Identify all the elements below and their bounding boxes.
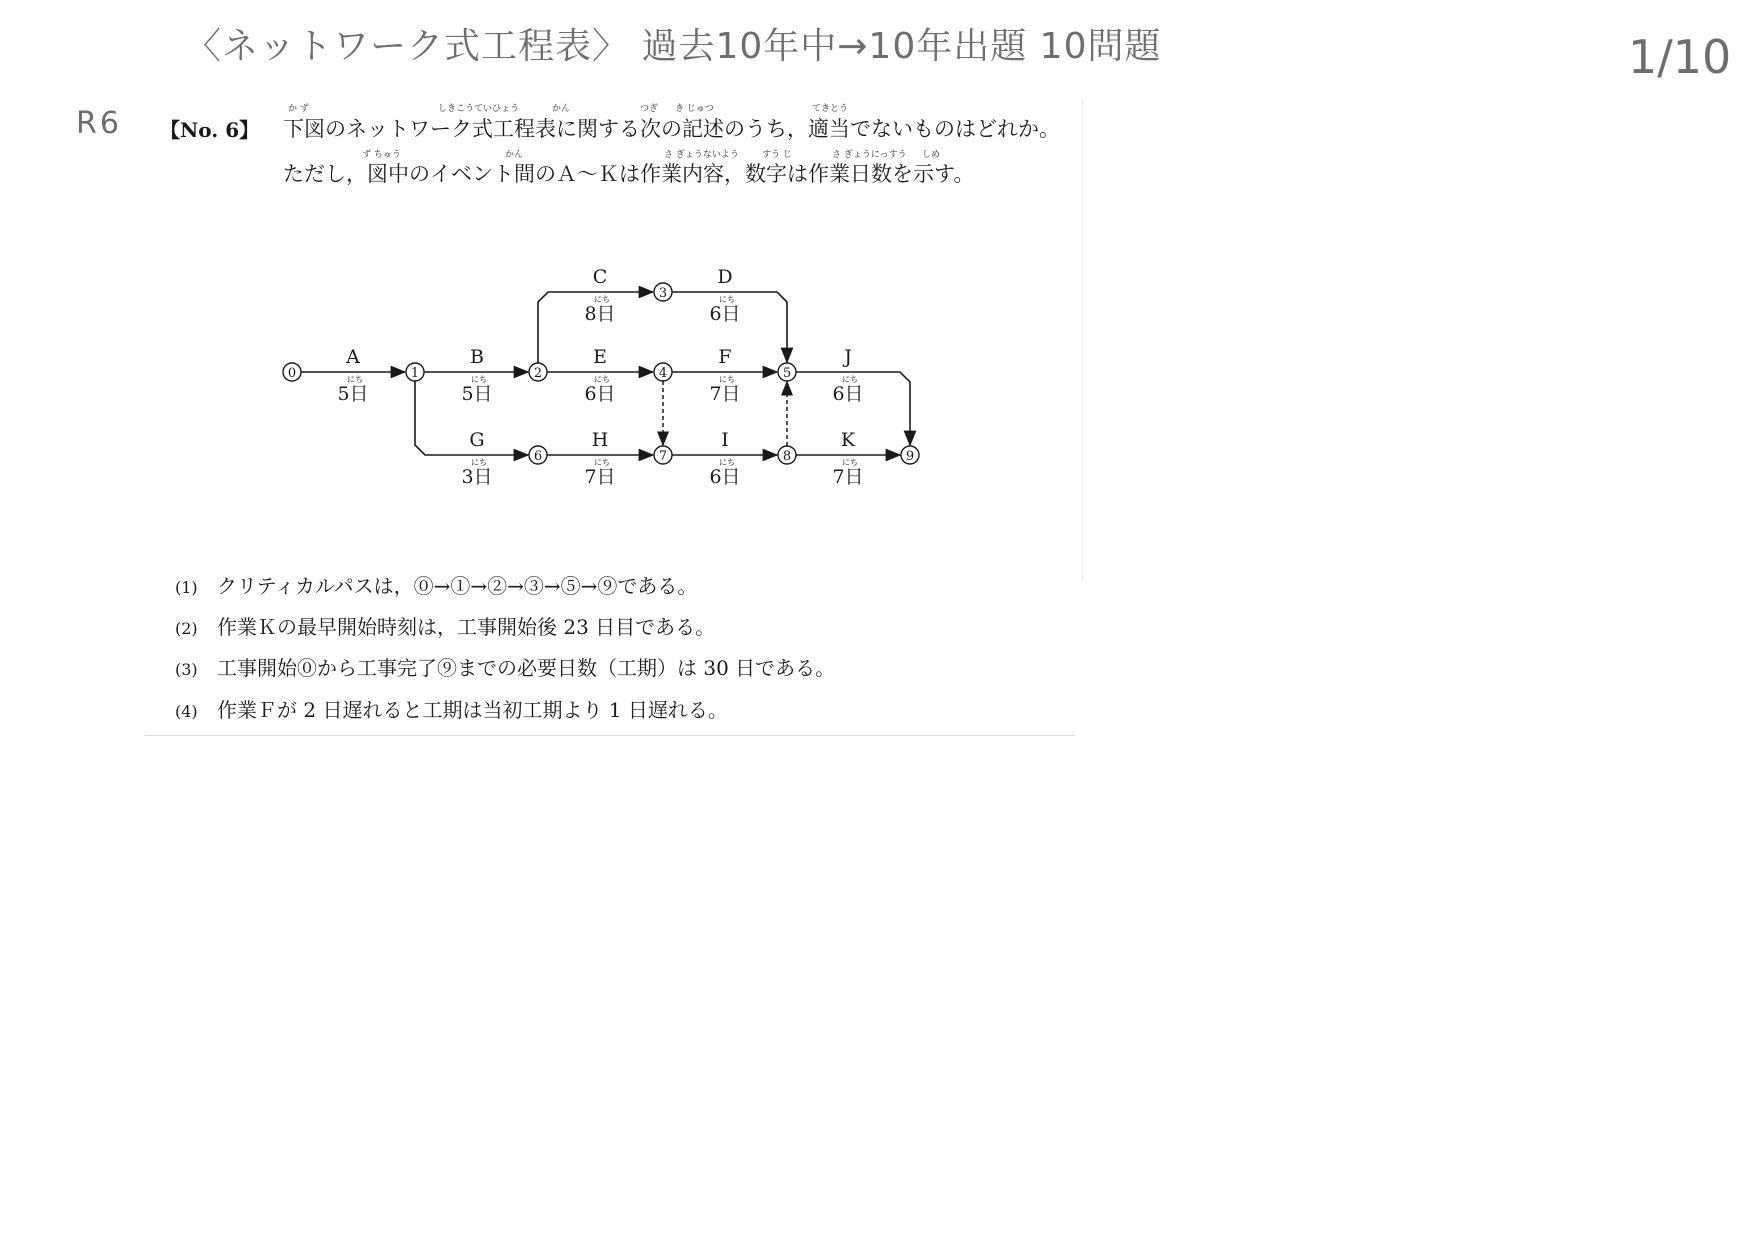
activity-days-G: 3日 [461, 466, 493, 488]
activity-label-B: B [470, 346, 484, 368]
scan-edge-line [1082, 100, 1083, 580]
activity-label-J: J [844, 346, 852, 368]
activity-days-B: 5日 [461, 383, 493, 405]
choice-number: (1) [175, 578, 198, 597]
day-furigana: にち [842, 458, 858, 467]
activity-label-H: H [591, 429, 609, 451]
scan-edge-line [145, 735, 1075, 736]
choice-text: 作業Ｋの最早開始時刻は，工事開始後 23 日目である。 [217, 615, 716, 639]
activity-days-A: 5日 [337, 383, 369, 405]
event-node-label-5: 5 [782, 366, 792, 381]
choice-1 [175, 570, 697, 599]
activity-label-A: A [346, 346, 360, 368]
choice-4 [175, 694, 728, 723]
day-furigana: にち [719, 375, 735, 384]
activity-label-D: D [717, 266, 733, 288]
activity-label-K: K [840, 429, 856, 451]
day-furigana: にち [347, 375, 363, 384]
furigana: さ ぎょうにっすう [832, 150, 907, 160]
choice-text: 工事開始⓪から工事完了⑨までの必要日数（工期）は 30 日である。 [217, 656, 836, 680]
activity-days-E: 6日 [584, 383, 616, 405]
event-node-label-3: 3 [658, 286, 668, 301]
event-node-label-0: 0 [287, 366, 297, 381]
choice-text: 作業Ｆが 2 日遅れると工期は当初工期より 1 日遅れる。 [217, 698, 728, 722]
furigana: ず ちゅう [362, 150, 401, 160]
activity-label-G: G [469, 429, 485, 451]
activity-label-F: F [718, 346, 732, 368]
day-furigana: にち [471, 375, 487, 384]
choice-number: (4) [175, 702, 198, 721]
activity-label-C: C [592, 266, 608, 288]
event-node-label-7: 7 [658, 449, 668, 464]
activity-days-H: 7日 [584, 466, 616, 488]
handwritten-year: R6 [76, 106, 122, 141]
event-node-label-9: 9 [905, 449, 915, 464]
furigana: き じゅつ [675, 104, 714, 114]
event-node-label-1: 1 [410, 366, 420, 381]
choice-2 [175, 611, 715, 640]
network-diagram [270, 255, 950, 505]
activity-days-I: 6日 [709, 466, 741, 488]
activity-days-C: 8日 [584, 303, 616, 325]
event-node-label-8: 8 [782, 449, 792, 464]
furigana: かん [552, 104, 571, 114]
handwritten-page-number: 1/10 [1628, 30, 1732, 84]
day-furigana: にち [471, 458, 487, 467]
activity-days-D: 6日 [709, 303, 741, 325]
question-text-line2: ただし，図中のイベント間のＡ～Ｋは作業内容，数字は作業日数を示す。 [283, 162, 975, 186]
day-furigana: にち [594, 375, 610, 384]
activity-days-F: 7日 [709, 383, 741, 405]
day-furigana: にち [719, 458, 735, 467]
handwritten-title: 〈ネットワーク式工程表〉 過去10年中→10年出題 10問題 [185, 26, 1162, 67]
furigana: しきこうていひょう [438, 104, 520, 114]
day-furigana: にち [719, 295, 735, 304]
choice-number: (2) [175, 619, 198, 638]
activity-days-J: 6日 [832, 383, 864, 405]
day-furigana: にち [842, 375, 858, 384]
day-furigana: にち [594, 295, 610, 304]
event-node-label-4: 4 [658, 366, 668, 381]
choice-number: (3) [175, 660, 198, 679]
activity-label-I: I [721, 429, 729, 451]
furigana: すう じ [762, 150, 792, 160]
choice-text: クリティカルパスは，⓪→①→②→③→⑤→⑨である。 [217, 574, 698, 598]
activity-days-K: 7日 [832, 466, 864, 488]
question-text-line1: 下図のネットワーク式工程表に関する次の記述のうち，適当でないものはどれか。 [283, 117, 1060, 141]
event-node-label-6: 6 [533, 449, 543, 464]
furigana: しめ [922, 150, 941, 160]
question-number: 【No. 6】 [160, 118, 260, 142]
activity-label-E: E [593, 346, 607, 368]
furigana: てきとう [812, 104, 849, 114]
furigana: さ ぎょうないよう [664, 150, 739, 160]
choice-3 [175, 652, 835, 681]
furigana: つぎ [640, 104, 659, 114]
day-furigana: にち [594, 458, 610, 467]
furigana: かん [505, 150, 524, 160]
furigana: か ず [288, 104, 309, 114]
event-node-label-2: 2 [533, 366, 543, 381]
